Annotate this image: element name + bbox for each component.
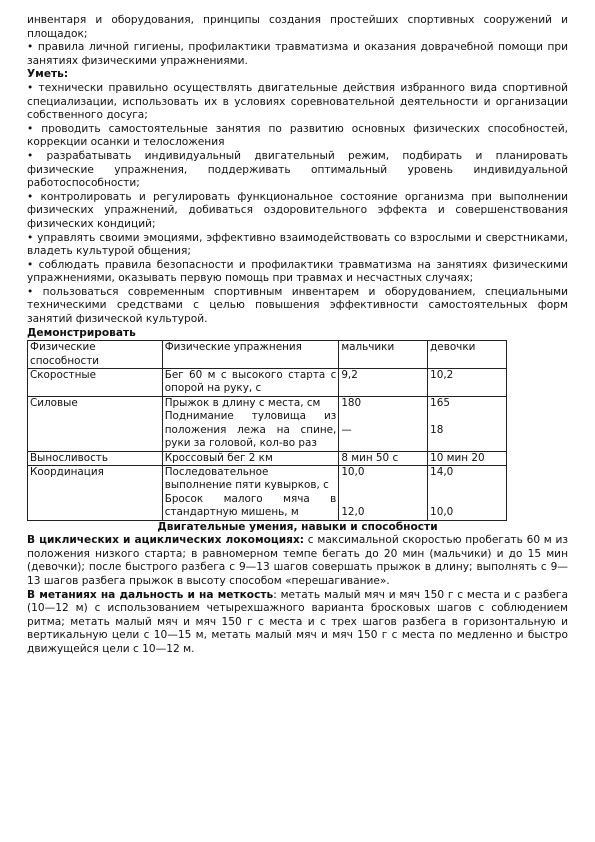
girls-cell: 10,2 [428,369,507,397]
exercise-cell: Кроссовый бег 2 км [162,451,339,465]
value-text: 10,0 [430,506,454,519]
value-text: 14,0 [430,465,454,478]
value-text: — [341,423,352,436]
demo-heading: Демонстрировать [27,326,136,339]
value-text: 18 [430,423,444,436]
header-girls: девочки [428,341,507,369]
girls-cell [428,465,507,520]
motor-heading: Двигательные умения, навыки и способности [157,520,438,533]
boys-cell [339,465,428,520]
document-page [27,14,568,656]
girls-cell [428,396,507,451]
header-exercises: Физические упражнения [162,341,339,369]
ability-cell: Координация [28,465,163,520]
boys-cell [339,396,428,451]
throw-paragraph [27,589,568,657]
header-boys: мальчики [339,341,428,369]
ability-cell: Скоростные [28,369,163,397]
value-text: 12,0 [341,506,365,519]
skill-item: • управлять своими эмоциями, эффективно взаимодействовать со взрослыми и сверстниками, владеть культурой общения; [27,231,568,258]
exercise-text: Бросок малого мяча в стандартную мишень, м [164,492,337,519]
ability-cell: Выносливость [28,451,163,465]
cyclic-paragraph [27,534,568,588]
skill-item: • пользоваться современным спортивным инвентарем и оборудованием, специальными техническими средствами с целью повышения эффективности самостоятельных форм занятий физической культурой. [27,285,568,326]
table-row [28,465,507,520]
header-abilities: Физические способности [28,341,163,369]
table-row [28,369,507,397]
table-row [28,396,507,451]
exercise-cell: Бег 60 м с высокого старта с опорой на руку, с [162,369,339,397]
boys-cell: 9,2 [339,369,428,397]
exercise-text: Последовательное выполнение пяти кувырков, с [164,465,329,492]
table-header-row [28,341,507,369]
exercise-cell [162,465,339,520]
skill-item: • контролировать и регулировать функциональное состояние организма при выполнении физических упражнений, добиваться оздоровительного эффекта и совершенствования физических кондиций; [27,190,568,230]
throw-text: : метать малый мяч и мяч 150 г с места и с разбега (10—12 м) с использованием четырехшажного варианта бросковых шагов с соблюдением ритма; метать малый мяч и мяч 150 г с места и с трех шагов разбега в горизонтальную и вертикальную цели с 10—15 м, метать малый мяч и мяч 150 г с места по медленно и быстро движущейся цели с 10—12 м. [27,588,568,655]
skill-item: • соблюдать правила безопасности и профилактики травматизма на занятиях физическими упражнениями, оказывать первую помощь при травмах и несчастных случаях; [27,258,568,285]
skills-heading: Уметь: [27,68,69,81]
ability-cell: Силовые [28,396,163,451]
throw-lead: В метаниях на дальность и на меткость [27,588,274,601]
intro-paragraph-1: инвентаря и оборудования, принципы создания простейших спортивных сооружений и площадок; [27,14,568,40]
cyclic-text: с максимальной скоростью пробегать 60 м из положения низкого старта; в равномерном темпе бегать до 20 мин (мальчики) и до 15 мин (девочки); после быстрого разбега с 9—13 шагов совершать прыжок в длину; выполнять с 9—13 шагов разбега прыжок в высоту способом «перешагивание». [27,534,569,587]
cyclic-lead: В циклических и ациклических локомоциях: [27,534,305,547]
exercise-text: Поднимание туловища из положения лежа на спине, руки за головой, кол-во раз [164,410,337,450]
exercise-text: Прыжок в длину с места, см [164,396,321,409]
skill-item: • разрабатывать индивидуальный двигательный режим, подбирать и планировать физические упражнения, поддерживать оптимальный уровень индивидуальной работоспособности; [27,149,568,190]
value-text: 10,0 [341,465,365,478]
skill-item: • технически правильно осуществлять двигательные действия избранного вида спортивной специализации, использовать их в условиях соревновательной деятельности и организации собственного досуга; [27,81,568,122]
table-row [28,451,507,465]
girls-cell: 10 мин 20 [428,451,507,465]
exercise-cell [162,396,339,451]
value-text: 180 [341,396,362,409]
value-text: 165 [430,396,450,409]
boys-cell: 8 мин 50 с [339,451,428,465]
skill-item: • проводить самостоятельные занятия по развитию основных физических способностей, коррекции осанки и телосложения [27,122,568,149]
intro-paragraph-2: • правила личной гигиены, профилактики травматизма и оказания доврачебной помощи при занятиях физическими упражнениями. [27,41,568,67]
standards-table [27,340,507,520]
